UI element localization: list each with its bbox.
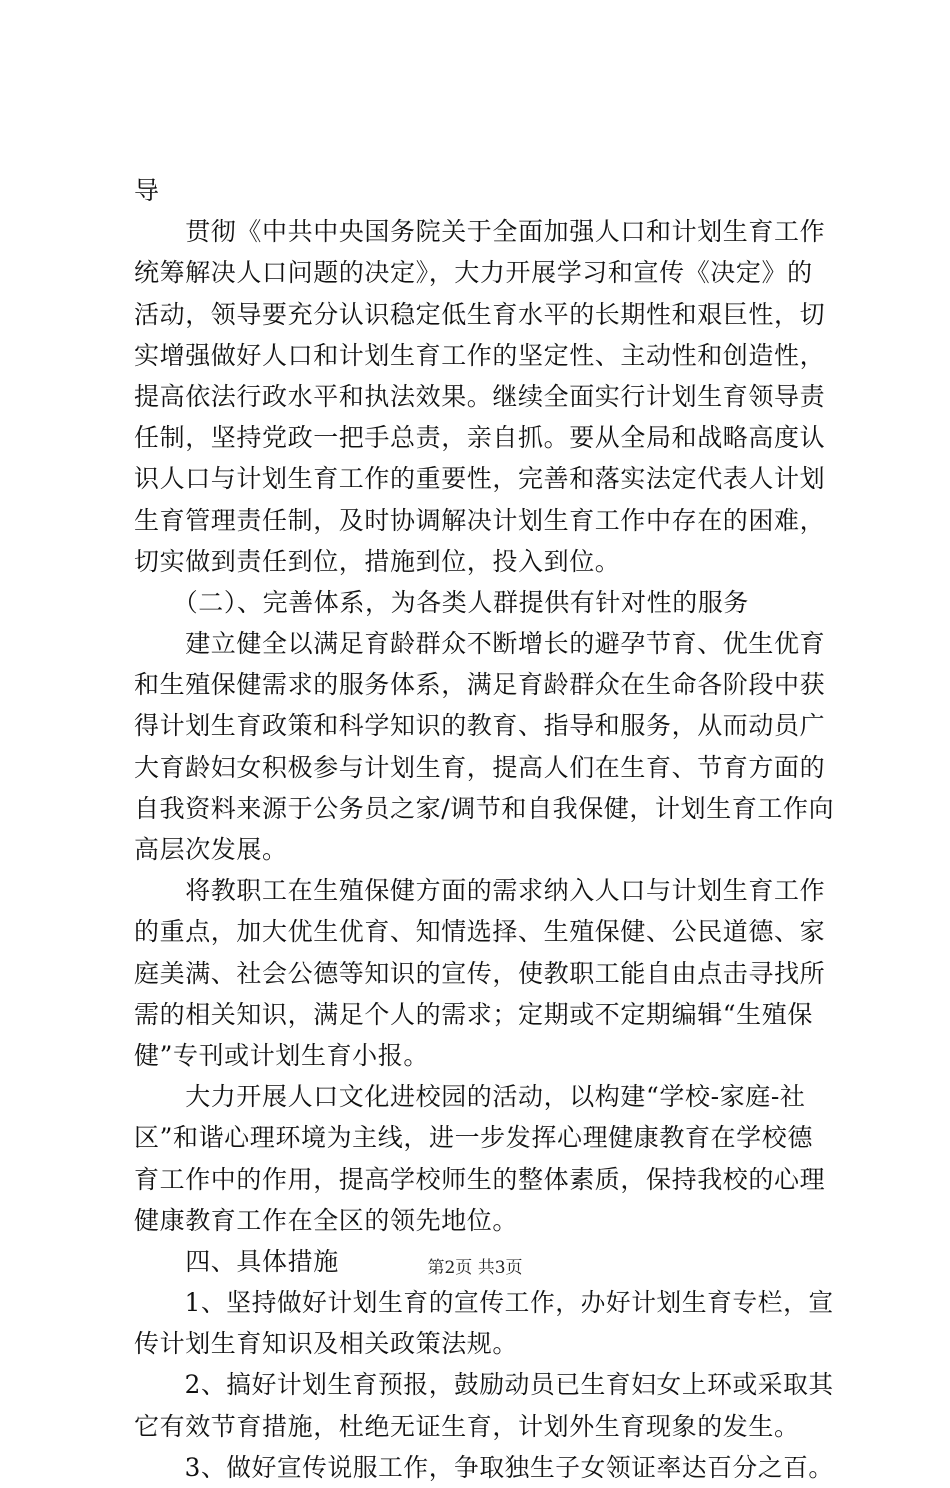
text-line: 实增强做好人口和计划生育工作的坚定性、主动性和创造性， (134, 340, 826, 370)
text-line: 大力开展人口文化进校园的活动，以构建“学校-家庭-社 (134, 1082, 806, 1112)
text-line: （二）、完善体系，为各类人群提供有针对性的服务 (134, 587, 750, 617)
text-line: 导 (134, 176, 160, 205)
text-line: 贯彻《中共中央国务院关于全面加强人口和计划生育工作 (134, 217, 826, 247)
document-body (134, 170, 834, 1488)
text-line: 切实做到责任到位，措施到位，投入到位。 (134, 546, 621, 576)
text-line: 识人口与计划生育工作的重要性，完善和落实法定代表人计划 (134, 464, 826, 494)
page-footer: 第2页 共3页 (427, 1258, 523, 1278)
text-line: 大育龄妇女积极参与计划生育，提高人们在生育、节育方面的 (134, 752, 826, 782)
text-line: 统筹解决人口问题的决定》，大力开展学习和宣传《决定》的 (134, 258, 813, 288)
text-line: 将教职工在生殖保健方面的需求纳入人口与计划生育工作 (134, 876, 826, 906)
text-line: 和生殖保健需求的服务体系，满足育龄群众在生命各阶段中获 (134, 670, 826, 700)
text-line: 任制，坚持党政一把手总责，亲自抓。要从全局和战略高度认 (134, 423, 826, 453)
text-line: 育工作中的作用，提高学校师生的整体素质，保持我校的心理 (134, 1164, 826, 1194)
text-line: 传计划生育知识及相关政策法规。 (134, 1329, 519, 1359)
text-line: 1、坚持做好计划生育的宣传工作，办好计划生育专栏，宣 (134, 1288, 834, 1318)
text-line: 得计划生育政策和科学知识的教育、指导和服务，从而动员广 (134, 711, 826, 741)
text-line: 庭美满、社会公德等知识的宣传，使教职工能自由点击寻找所 (134, 958, 826, 988)
text-line: 自我资料来源于公务员之家/调节和自我保健，计划生育工作向 (134, 793, 835, 823)
text-line: 四、具体措施 (134, 1246, 339, 1276)
text-line: 提高依法行政水平和执法效果。继续全面实行计划生育领导责 (134, 381, 826, 411)
text-line: 2、搞好计划生育预报，鼓励动员已生育妇女上环或采取其 (134, 1370, 834, 1400)
text-line: 建立健全以满足育龄群众不断增长的避孕节育、优生优育 (134, 629, 826, 659)
text-line: 3、做好宣传说服工作，争取独生子女领证率达百分之百。 (134, 1452, 834, 1482)
text-line: 生育管理责任制，及时协调解决计划生育工作中存在的困难， (134, 505, 826, 535)
text-line: 需的相关知识，满足个人的需求；定期或不定期编辑“生殖保 (134, 999, 813, 1029)
text-line: 健康教育工作在全区的领先地位。 (134, 1205, 519, 1235)
text-line: 健”专刊或计划生育小报。 (134, 1040, 429, 1070)
text-line: 区”和谐心理环境为主线，进一步发挥心理健康教育在学校德 (134, 1123, 813, 1153)
text-line: 的重点，加大优生优育、知情选择、生殖保健、公民道德、家 (134, 917, 826, 947)
text-line: 活动，领导要充分认识稳定低生育水平的长期性和艰巨性，切 (134, 299, 826, 329)
text-line: 它有效节育措施，杜绝无证生育，计划外生育现象的发生。 (134, 1411, 800, 1441)
text-line: 高层次发展。 (134, 835, 288, 864)
